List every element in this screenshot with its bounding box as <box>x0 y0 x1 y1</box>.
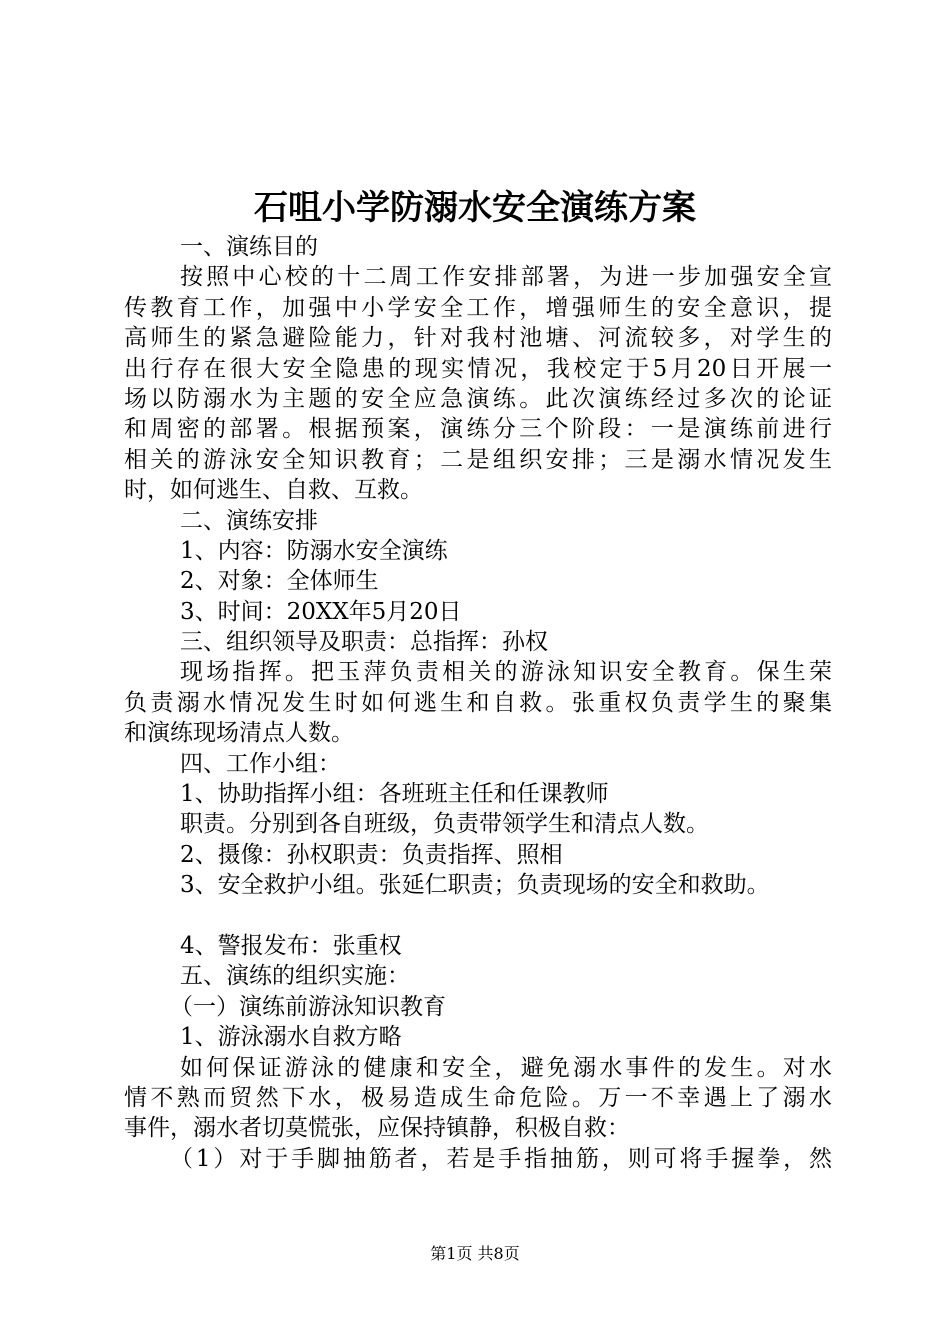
list-item: 1、内容：防溺水安全演练 <box>180 537 448 564</box>
paragraph-line: 传教育工作，加强中小学安全工作，增强师生的安全意识，提 <box>124 294 832 321</box>
section-heading: 一、演练目的 <box>180 234 318 260</box>
blank-line <box>124 901 832 931</box>
paragraph-line: 情不熟而贸然下水，极易造成生命危险。万一不幸遇上了溺水 <box>124 1084 832 1111</box>
list-item: 3、时间：20XX年5月20日 <box>180 598 462 625</box>
paragraph-line: 现场指挥。把玉萍负责相关的游泳知识安全教育。保生荣 <box>180 659 832 686</box>
paragraph-line: 时，如何逃生、自救、互救。 <box>124 477 423 504</box>
paragraph-line: 按照中心校的十二周工作安排部署，为进一步加强安全宣 <box>180 264 832 291</box>
paragraph-line: 场以防溺水为主题的安全应急演练。此次演练经过多次的论证 <box>124 385 832 412</box>
paragraph-line: （1）对于手脚抽筋者，若是手指抽筋，则可将手握拳，然 <box>170 1145 832 1172</box>
list-item: 2、摄像：孙权职责：负责指挥、照相 <box>180 841 563 868</box>
list-item: 1、协助指挥小组：各班班主任和任课教师 <box>180 781 609 808</box>
paragraph-line: 相关的游泳安全知识教育；二是组织安排；三是溺水情况发生 <box>124 446 832 473</box>
paragraph-line: 如何保证游泳的健康和安全，避免溺水事件的发生。对水 <box>180 1054 832 1081</box>
section-heading: 四、工作小组： <box>180 750 341 777</box>
paragraph-line: 职责。分别到各自班级，负责带领学生和清点人数。 <box>180 811 709 838</box>
paragraph-line: 出行存在很大安全隐患的现实情况，我校定于5月20日开展一 <box>124 355 832 382</box>
section-heading: 三、组织领导及职责：总指挥：孙权 <box>180 629 548 656</box>
paragraph-line: 负责溺水情况发生时如何逃生和自救。张重权负责学生的聚集 <box>124 689 832 716</box>
list-item: 3、安全救护小组。张延仁职责；负责现场的安全和救助。 <box>180 872 770 899</box>
paragraph-line: 高师生的紧急避险能力，针对我村池塘、河流较多，对学生的 <box>124 325 832 352</box>
page-footer: 第1页 共8页 <box>430 1244 520 1263</box>
list-item: 1、游泳溺水自救方略 <box>180 1024 402 1051</box>
paragraph-line: 和周密的部署。根据预案，演练分三个阶段：一是演练前进行 <box>124 416 832 443</box>
list-item: 2、对象：全体师生 <box>180 568 379 595</box>
document-title: 石咀小学防溺水安全演练方案 <box>254 188 696 228</box>
section-heading: 二、演练安排 <box>180 507 318 534</box>
document-body <box>124 232 832 1174</box>
list-item: 4、警报发布：张重权 <box>180 932 402 959</box>
subsection-heading: （一）演练前游泳知识教育 <box>170 993 446 1020</box>
section-heading: 五、演练的组织实施： <box>180 963 410 990</box>
paragraph-line: 事件，溺水者切莫慌张，应保持镇静，积极自救： <box>124 1115 630 1142</box>
paragraph-line: 和演练现场清点人数。 <box>124 720 354 747</box>
